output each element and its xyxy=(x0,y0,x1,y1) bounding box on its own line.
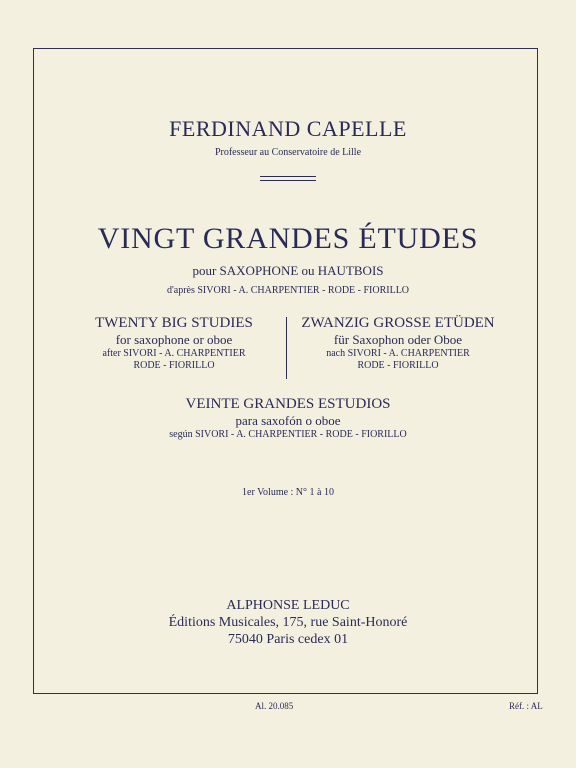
column-divider xyxy=(286,317,287,379)
after-composers: d'après SIVORI - A. CHARPENTIER - RODE - FIORILLO xyxy=(166,285,410,296)
english-after-2: RODE - FIORILLO xyxy=(133,360,215,371)
spanish-title-block xyxy=(0,396,576,441)
volume-info: 1er Volume : N° 1 à 10 xyxy=(242,487,334,498)
main-title: VINGT GRANDES ÉTUDES xyxy=(97,222,479,255)
reference-code: Réf. : AL xyxy=(509,701,543,711)
spanish-after: según SIVORI - A. CHARPENTIER - RODE - FIORILLO xyxy=(169,429,407,440)
english-instrument: for saxophone or oboe xyxy=(115,332,233,347)
ornament-divider xyxy=(0,176,576,181)
german-after-1: nach SIVORI - A. CHARPENTIER xyxy=(326,348,470,359)
publisher-city: 75040 Paris cedex 01 xyxy=(227,632,349,647)
instrument-line: pour SAXOPHONE ou HAUTBOIS xyxy=(192,263,384,278)
catalog-number: Al. 20.085 xyxy=(255,701,294,711)
german-title-block xyxy=(296,315,500,372)
spanish-instrument: para saxofón o oboe xyxy=(235,413,341,428)
spanish-title: VEINTE GRANDES ESTUDIOS xyxy=(185,396,391,412)
english-title: TWENTY BIG STUDIES xyxy=(95,315,253,331)
english-after-1: after SIVORI - A. CHARPENTIER xyxy=(102,348,246,359)
composer-name: FERDINAND CAPELLE xyxy=(169,116,407,141)
publisher-block xyxy=(0,597,576,648)
composer-title: Professeur au Conservatoire de Lille xyxy=(214,147,362,158)
publisher-address: Éditions Musicales, 175, rue Saint-Honoré xyxy=(168,615,408,630)
german-after-2: RODE - FIORILLO xyxy=(357,360,439,371)
publisher-name: ALPHONSE LEDUC xyxy=(226,598,350,613)
german-instrument: für Saxophon oder Oboe xyxy=(333,332,463,347)
german-title: ZWANZIG GROSSE ETÜDEN xyxy=(301,315,495,331)
english-title-block xyxy=(72,315,276,372)
